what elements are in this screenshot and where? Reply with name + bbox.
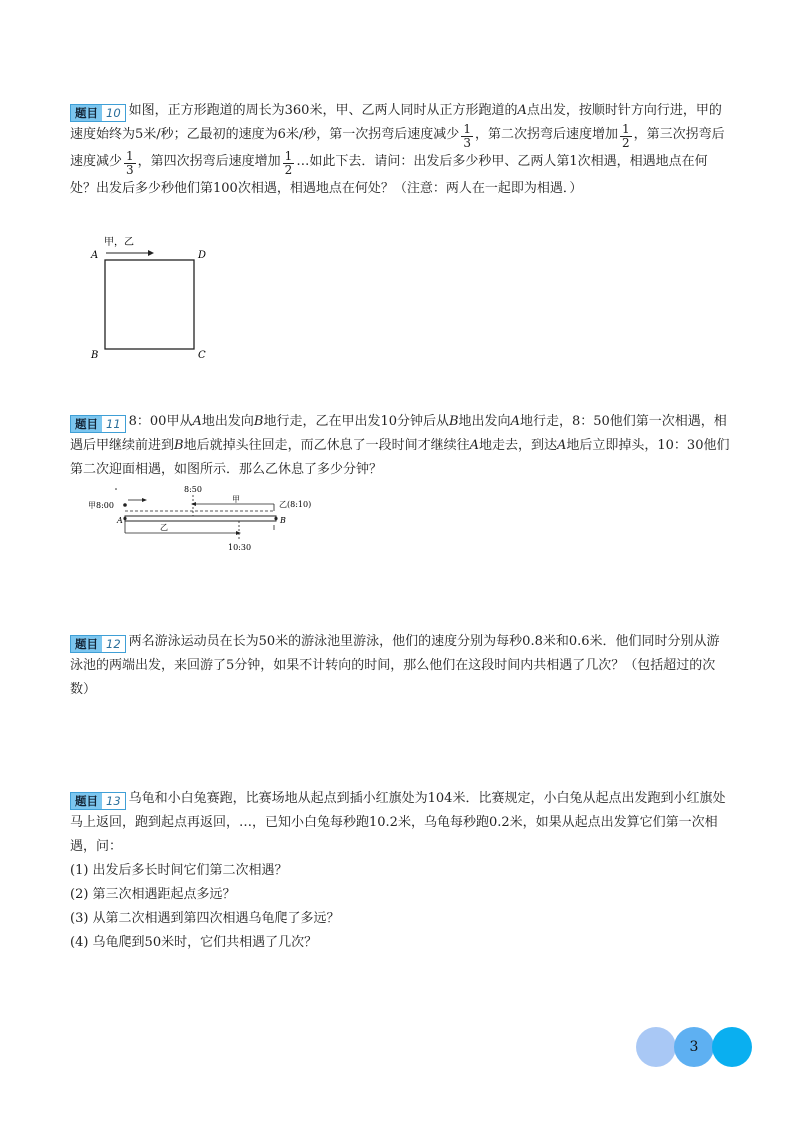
yi-label: 乙 (160, 523, 168, 532)
problem-text: 乌龟和小白兔赛跑，比赛场地从起点到插小红旗处为104米．比赛规定，小白兔从起点出发跑到小红旗处马上返回，跑到起点再返回，…，已知小白兔每秒跑10.2米，乌龟每秒跑0.2米，如果从起点出发算它们第一次相遇，问： (70, 791, 726, 854)
square-track-figure (86, 232, 216, 362)
vertex-d: D (198, 250, 207, 261)
vertex-a: A (91, 250, 99, 261)
fraction: $\frac{1}{2}$ (621, 122, 630, 150)
problem-tag: 题目 13 (70, 792, 126, 810)
vertex-b: B (91, 350, 99, 361)
question-2: (2) 第三次相遇距起点多远？ (70, 887, 236, 902)
line-meeting-figure (88, 482, 318, 554)
vertex-c: C (198, 350, 206, 361)
problem-10: 题目 10 如图，正方形跑道的周长为360米，甲、乙两人同时从正方形跑道的A点出发，按顺时针方向行进，甲的速度始终为5米/秒；乙最初的速度为6米/秒，第一次拐弯后速度减少 $\frac{1}{3}$ ，第二次拐弯后速度增加 $\frac{1}{2}$ ，第三次拐弯后速度减少 $\frac{1}{3}$ ，第四次拐弯后速度增加 $\frac{1}{2}$ …如此下去．请问：出发后多少秒甲、乙两人第1次相遇，相遇地点在何处？出发后多少秒他们第100次相遇，相遇地点在何处？（注意：两人在一起即为相遇．） (70, 103, 725, 196)
question-1: (1) 出发后多长时间它们第二次相遇？ (70, 863, 288, 878)
problem-text: 两名游泳运动员在长为50米的游泳池里游泳，他们的速度分别为每秒0.8米和0.6米．他们同时分别从游泳池的两端出发，来回游了5分钟，如果不计转向的时间，那么他们在这段时间内共相遇了几次？（包括超过的次数） (70, 634, 720, 697)
second-meet-time: 10:30 (228, 543, 252, 552)
walkers-label: 甲，乙 (104, 237, 134, 248)
question-3: (3) 从第二次相遇到第四次相遇乌龟爬了多远？ (70, 911, 340, 926)
problem-tag: 题目 11 (70, 415, 126, 433)
problem-12 (70, 630, 730, 702)
fraction: $\frac{1}{3}$ (126, 149, 134, 177)
question-4: (4) 乌龟爬到50米时，它们共相遇了几次？ (70, 935, 318, 950)
arrow-head (148, 250, 154, 256)
square-track (105, 260, 194, 349)
yi-start-label: 乙(8:10) (279, 500, 312, 509)
jia-label: 甲 (232, 495, 240, 504)
problem-tag: 题目 12 (70, 635, 126, 653)
fraction: $\frac{1}{3}$ (463, 122, 471, 150)
problem-11: 题目 11 8：00甲从A地出发向B地行走，乙在甲出发10分钟后从B地出发向A地行走，8：50他们第一次相遇，相遇后甲继续前进到B地后就掉头往回走，而乙休息了一段时间才继续往A地走去，到达A地后立即掉头，10：30他们第二次迎面相遇，如图所示．那么乙休息了多少分钟？ (70, 414, 730, 477)
problem-tag: 题目 10 (70, 104, 126, 122)
point-b: B (280, 516, 286, 525)
problem-13 (70, 787, 730, 955)
first-meet-time: 8:50 (184, 485, 202, 494)
deco-circle-right (712, 1027, 752, 1067)
fraction: $\frac{1}{2}$ (284, 149, 293, 177)
point-a: A (117, 516, 123, 525)
road (125, 516, 276, 521)
page-number: 3 (674, 1027, 714, 1067)
jia-start-label: 甲8:00 (88, 501, 114, 510)
deco-circle-left (636, 1027, 676, 1067)
problem-text: 如图，正方形跑道的周长为360米，甲、乙两人同时从正方形跑道的 (128, 103, 518, 118)
